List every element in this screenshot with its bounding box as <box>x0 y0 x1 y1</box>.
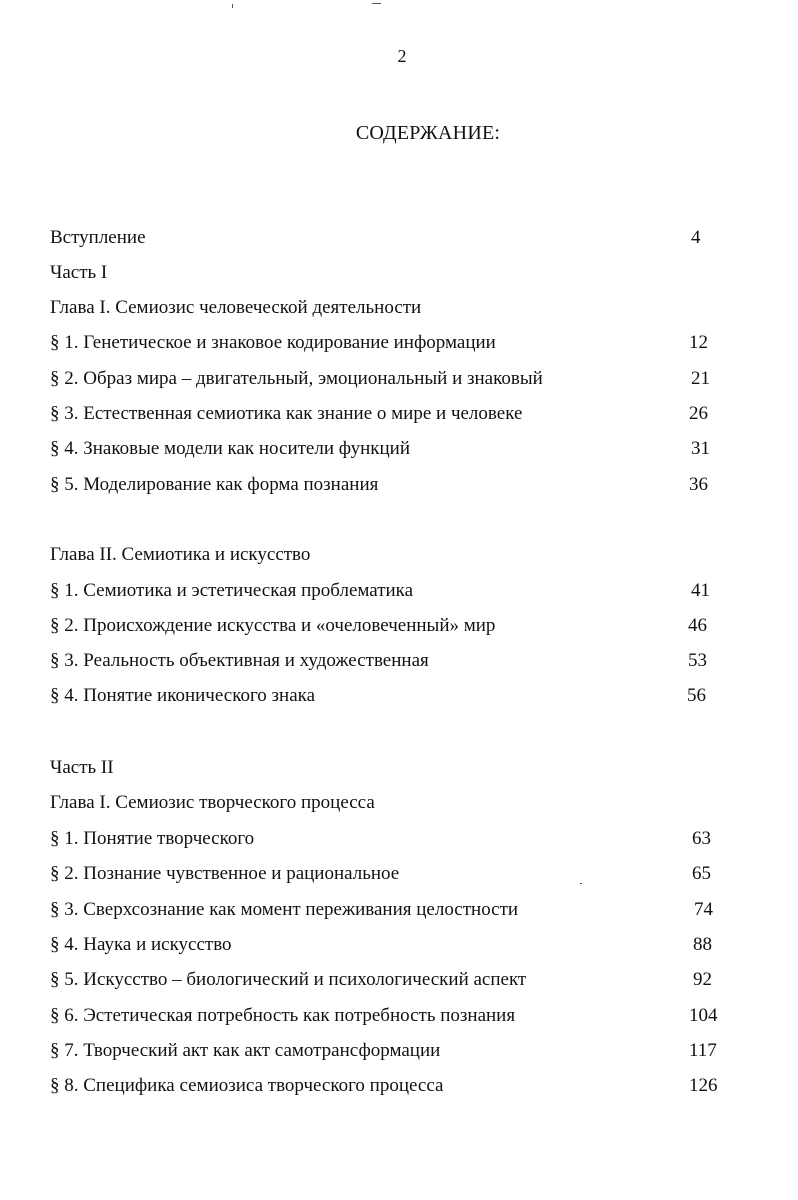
toc-entry <box>50 260 750 286</box>
toc-entry <box>50 1003 750 1029</box>
toc-entry-title: Глава I. Семиозис человеческой деятельности <box>50 297 422 318</box>
toc-entry <box>50 542 750 568</box>
toc-entry-page: 74 <box>694 899 713 920</box>
toc-entry <box>50 401 750 427</box>
scan-speck <box>232 4 233 8</box>
toc-entry-title: § 2. Образ мира – двигательный, эмоциональный и знаковый <box>50 368 543 389</box>
toc-entry-title: § 4. Понятие иконического знака <box>50 685 316 706</box>
toc-entry-title: § 3. Реальность объективная и художественная <box>50 650 429 671</box>
toc-entry-page: 53 <box>688 650 707 671</box>
toc-entry <box>50 295 750 321</box>
toc-entry-title: § 5. Моделирование как форма познания <box>50 474 379 495</box>
toc-entry <box>50 790 750 816</box>
toc-entry-title: § 1. Понятие творческого <box>50 828 255 849</box>
toc-entry-title: Часть I <box>50 262 108 283</box>
toc-entry <box>50 366 750 392</box>
toc-entry-page: 56 <box>687 685 706 706</box>
toc-entry-page: 31 <box>691 438 710 459</box>
toc-entry-page: 26 <box>689 403 708 424</box>
toc-entry-title: Глава I. Семиозис творческого процесса <box>50 792 375 813</box>
page-title: СОДЕРЖАНИЕ: <box>355 122 501 144</box>
toc-entry-page: 46 <box>688 615 707 636</box>
toc-entry-title: § 3. Естественная семиотика как знание о мире и человеке <box>50 403 523 424</box>
toc-entry-title: Глава II. Семиотика и искусство <box>50 544 311 565</box>
toc-entry-page: 21 <box>691 368 710 389</box>
toc-entry <box>50 897 750 923</box>
toc-entry-title: § 2. Происхождение искусства и «очеловеченный» мир <box>50 615 496 636</box>
toc-entry <box>50 225 750 251</box>
toc-entry-title: § 5. Искусство – биологический и психологический аспект <box>50 969 527 990</box>
toc-entry-title: § 7. Творческий акт как акт самотрансформации <box>50 1040 441 1061</box>
toc-entry-page: 36 <box>689 474 708 495</box>
toc-entry <box>50 578 750 604</box>
toc-entry-page: 12 <box>689 332 708 353</box>
toc-entry <box>50 1073 750 1099</box>
toc-entry-page: 4 <box>691 227 701 248</box>
toc-entry-title: § 8. Специфика семиозиса творческого процесса <box>50 1075 444 1096</box>
toc-entry-title: § 4. Наука и искусство <box>50 934 232 955</box>
toc-entry <box>50 330 750 356</box>
toc-entry <box>50 683 750 709</box>
toc-entry-page: 65 <box>692 863 711 884</box>
toc-entry <box>50 472 750 498</box>
toc-entry <box>50 967 750 993</box>
toc-entry <box>50 826 750 852</box>
toc-entry <box>50 932 750 958</box>
toc-entry-page: 88 <box>693 934 712 955</box>
toc-entry-title: § 4. Знаковые модели как носители функций <box>50 438 411 459</box>
toc-entry-title: Часть II <box>50 757 114 778</box>
toc-entry-page: 92 <box>693 969 712 990</box>
toc-entry-page: 63 <box>692 828 711 849</box>
toc-entry-page: 117 <box>689 1040 717 1061</box>
toc-entry-title: § 1. Генетическое и знаковое кодирование информации <box>50 332 496 353</box>
toc-entry-title: Вступление <box>50 227 146 248</box>
page-number: 2 <box>397 46 407 66</box>
toc-entry <box>50 861 750 887</box>
toc-entry-title: § 1. Семиотика и эстетическая проблематика <box>50 580 414 601</box>
toc-entry-page: 104 <box>689 1005 718 1026</box>
toc-entry-title: § 3. Сверхсознание как момент переживания целостности <box>50 899 519 920</box>
toc-entry-page: 126 <box>689 1075 718 1096</box>
toc-entry-title: § 2. Познание чувственное и рациональное <box>50 863 400 884</box>
toc-entry <box>50 436 750 462</box>
toc-entry <box>50 613 750 639</box>
toc-entry <box>50 755 750 781</box>
toc-entry <box>50 648 750 674</box>
toc-entry-title: § 6. Эстетическая потребность как потребность познания <box>50 1005 516 1026</box>
toc-entry-page: 41 <box>691 580 710 601</box>
toc-entry <box>50 1038 750 1064</box>
scan-speck <box>372 3 381 4</box>
